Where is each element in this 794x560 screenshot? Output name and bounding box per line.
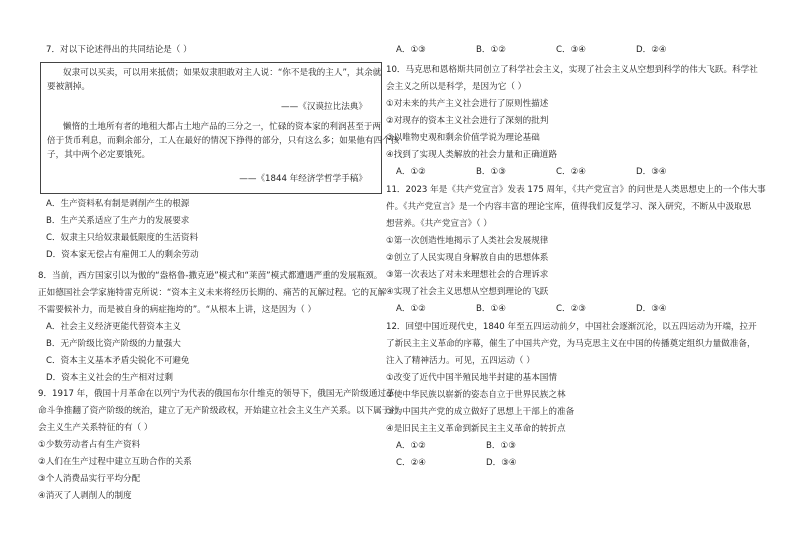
- q12-stem-line: 注入了精神活力。可见，五四运动（ ）: [386, 356, 535, 366]
- q8-stem-line: 正如德国社会学家施特雷克所说：“资本主义未来将经历长期的、痛苦的瓦解过程。它的瓦解: [38, 288, 387, 298]
- q10-answer-d: D．③④: [636, 167, 667, 177]
- q8-stem-line: 8．当前，西方国家引以为傲的“盎格鲁-撒克逊”模式和“莱茵”模式都遭遇严重的发展瓶颈。: [38, 271, 383, 281]
- q9-answer-row: [396, 44, 716, 57]
- q9-item: ③个人消费品实行平均分配: [38, 474, 141, 484]
- q7-option: B．生产关系适应了生产力的发展要求: [46, 216, 190, 226]
- q10-item: ④找到了实现人类解放的社会力量和正确道路: [386, 150, 557, 160]
- q11-answer-row: [396, 303, 716, 316]
- q9-answer-c: C．③④: [556, 45, 587, 55]
- q12-answer-b: B．①③: [486, 441, 516, 451]
- q11-item: ①第一次创造性地揭示了人类社会发展规律: [386, 236, 549, 246]
- q10-item: ①对未来的共产主义社会进行了原则性描述: [386, 99, 549, 109]
- q10-answer-c: C．②④: [556, 167, 587, 177]
- q12-answer-a: A．①②: [396, 441, 426, 451]
- q7-source2: ——《1844 年经济学哲学手稿》: [239, 174, 367, 184]
- q10-item: ③以唯物史观和剩余价值学说为理论基础: [386, 133, 540, 143]
- q7-source1: ——《汉谟拉比法典》: [281, 102, 367, 112]
- q8-option: C．资本主义基本矛盾尖锐化不可避免: [46, 356, 190, 366]
- q10-stem-line: 会主义之所以是科学，是因为它（ ）: [386, 82, 527, 92]
- q12-stem-line: 12．回望中国近现代史，1840 年至五四运动前夕，中国社会逐渐沉沦，以五四运动为开端，拉开: [386, 322, 757, 332]
- q9-item: ④消灭了人剥削人的制度: [38, 491, 132, 501]
- q10-stem-line: 10．马克思和恩格斯共同创立了科学社会主义，实现了社会主义从空想到科学的伟大飞跃。科学社: [386, 65, 758, 75]
- q11-answer-b: B．①④: [476, 304, 506, 314]
- q12-answer-c: C．②④: [396, 458, 427, 468]
- q8-stem-line: 不需要候补力，而是被自身的病症拖垮的”。“从根本上讲，这是因为（ ）: [38, 305, 317, 315]
- q7-quote2-line: 倍于货币利息，而剩余部分，工人在最好的情况下挣得的部分，只有这么多；如果他有四个孩: [47, 136, 400, 146]
- q9-stem-line: 会主义生产关系特征的有（ ）: [38, 423, 153, 433]
- q10-item: ②对现存的资本主义社会进行了深刻的批判: [386, 116, 549, 126]
- q12-stem-line: 了新民主主义革命的序幕，催生了中国共产党，为马克思主义在中国的传播奠定组织力量做准备，: [386, 339, 756, 349]
- q10-answer-a: A．①②: [396, 167, 426, 177]
- q7-quote-box: [40, 62, 400, 194]
- q8-option: A．社会主义经济更能代替资本主义: [46, 322, 181, 332]
- q11-stem-line: 想营养。《共产党宣言》（ ）: [386, 219, 492, 229]
- q10-answer-row: [396, 166, 716, 179]
- q11-answer-a: A．①②: [396, 304, 426, 314]
- q12-item: ④是旧民主主义革命到新民主主义革命的转折点: [386, 424, 566, 434]
- q9-stem-line: 命斗争推翻了资产阶级的统治，建立了无产阶级政权，开始建立社会主义生产关系。以下属于社: [38, 406, 399, 416]
- q7-option: D．资本家无偿占有雇佣工人的剩余劳动: [46, 250, 199, 260]
- q7-quote1-line: 要被割掉。: [47, 82, 90, 92]
- q11-stem-line: 11．2023 年是《共产党宣言》发表 175 周年，《共产党宣言》的问世是人类思想史上的一个伟大事: [386, 185, 766, 195]
- q9-stem-line: 9．1917 年，俄国十月革命在以列宁为代表的俄国布尔什维克的领导下，俄国无产阶级通过革: [38, 389, 395, 399]
- q11-item: ③第一次表达了对未来理想社会的合理诉求: [386, 270, 549, 280]
- q8-option: D．资本主义社会的生产相对过剩: [46, 373, 173, 383]
- q11-stem-line: 件。《共产党宣言》是一个内容丰富的理论宝库，值得我们反复学习、深入研究，不断从中汲取思: [386, 202, 752, 212]
- q12-answer-d: D．③④: [486, 458, 517, 468]
- q12-item: ③为中国共产党的成立做好了思想上干部上的准备: [386, 407, 575, 417]
- q12-item: ②使中华民族以崭新的姿态自立于世界民族之林: [386, 390, 566, 400]
- q11-item: ②创立了人民实现自身解放自由的思想体系: [386, 253, 549, 263]
- q12-answer-row-1: [396, 440, 576, 453]
- q8-option: B．无产阶级比资产阶级的力量强大: [46, 339, 181, 349]
- q9-answer-b: B．①②: [476, 45, 506, 55]
- q11-answer-c: C．②③: [556, 304, 587, 314]
- q9-item: ②人们在生产过程中建立互助合作的关系: [38, 457, 192, 467]
- q9-item: ①少数劳动者占有生产资料: [38, 440, 141, 450]
- q7-quote2-line: 子，其中两个必定要饿死。: [47, 150, 151, 160]
- q11-answer-d: D．③④: [636, 304, 667, 314]
- q12-answer-row-2: [396, 457, 576, 470]
- q11-item: ④实现了社会主义思想从空想到理论的飞跃: [386, 287, 549, 297]
- q7-option: C．奴隶主只给奴隶最低限度的生活资料: [46, 233, 199, 243]
- q9-answer-d: D．②④: [636, 45, 667, 55]
- q7-quote2-line: 懒惰的土地所有者的地租大都占土地产品的三分之一，忙碌的资本家的利润甚至于两: [63, 122, 381, 132]
- q10-answer-b: B．①③: [476, 167, 506, 177]
- q7-quote1-line: 奴隶可以买卖，可以用来抵债；如果奴隶胆敢对主人说：“你不是我的主人”，其余就: [63, 68, 382, 78]
- q7-option: A．生产资料私有制是剥削产生的根源: [46, 199, 190, 209]
- q7-stem: 7．对以下论述得出的共同结论是（ ）: [46, 45, 192, 55]
- q9-answer-a: A．①③: [396, 45, 426, 55]
- q12-item: ①改变了近代中国半殖民地半封建的基本国情: [386, 373, 557, 383]
